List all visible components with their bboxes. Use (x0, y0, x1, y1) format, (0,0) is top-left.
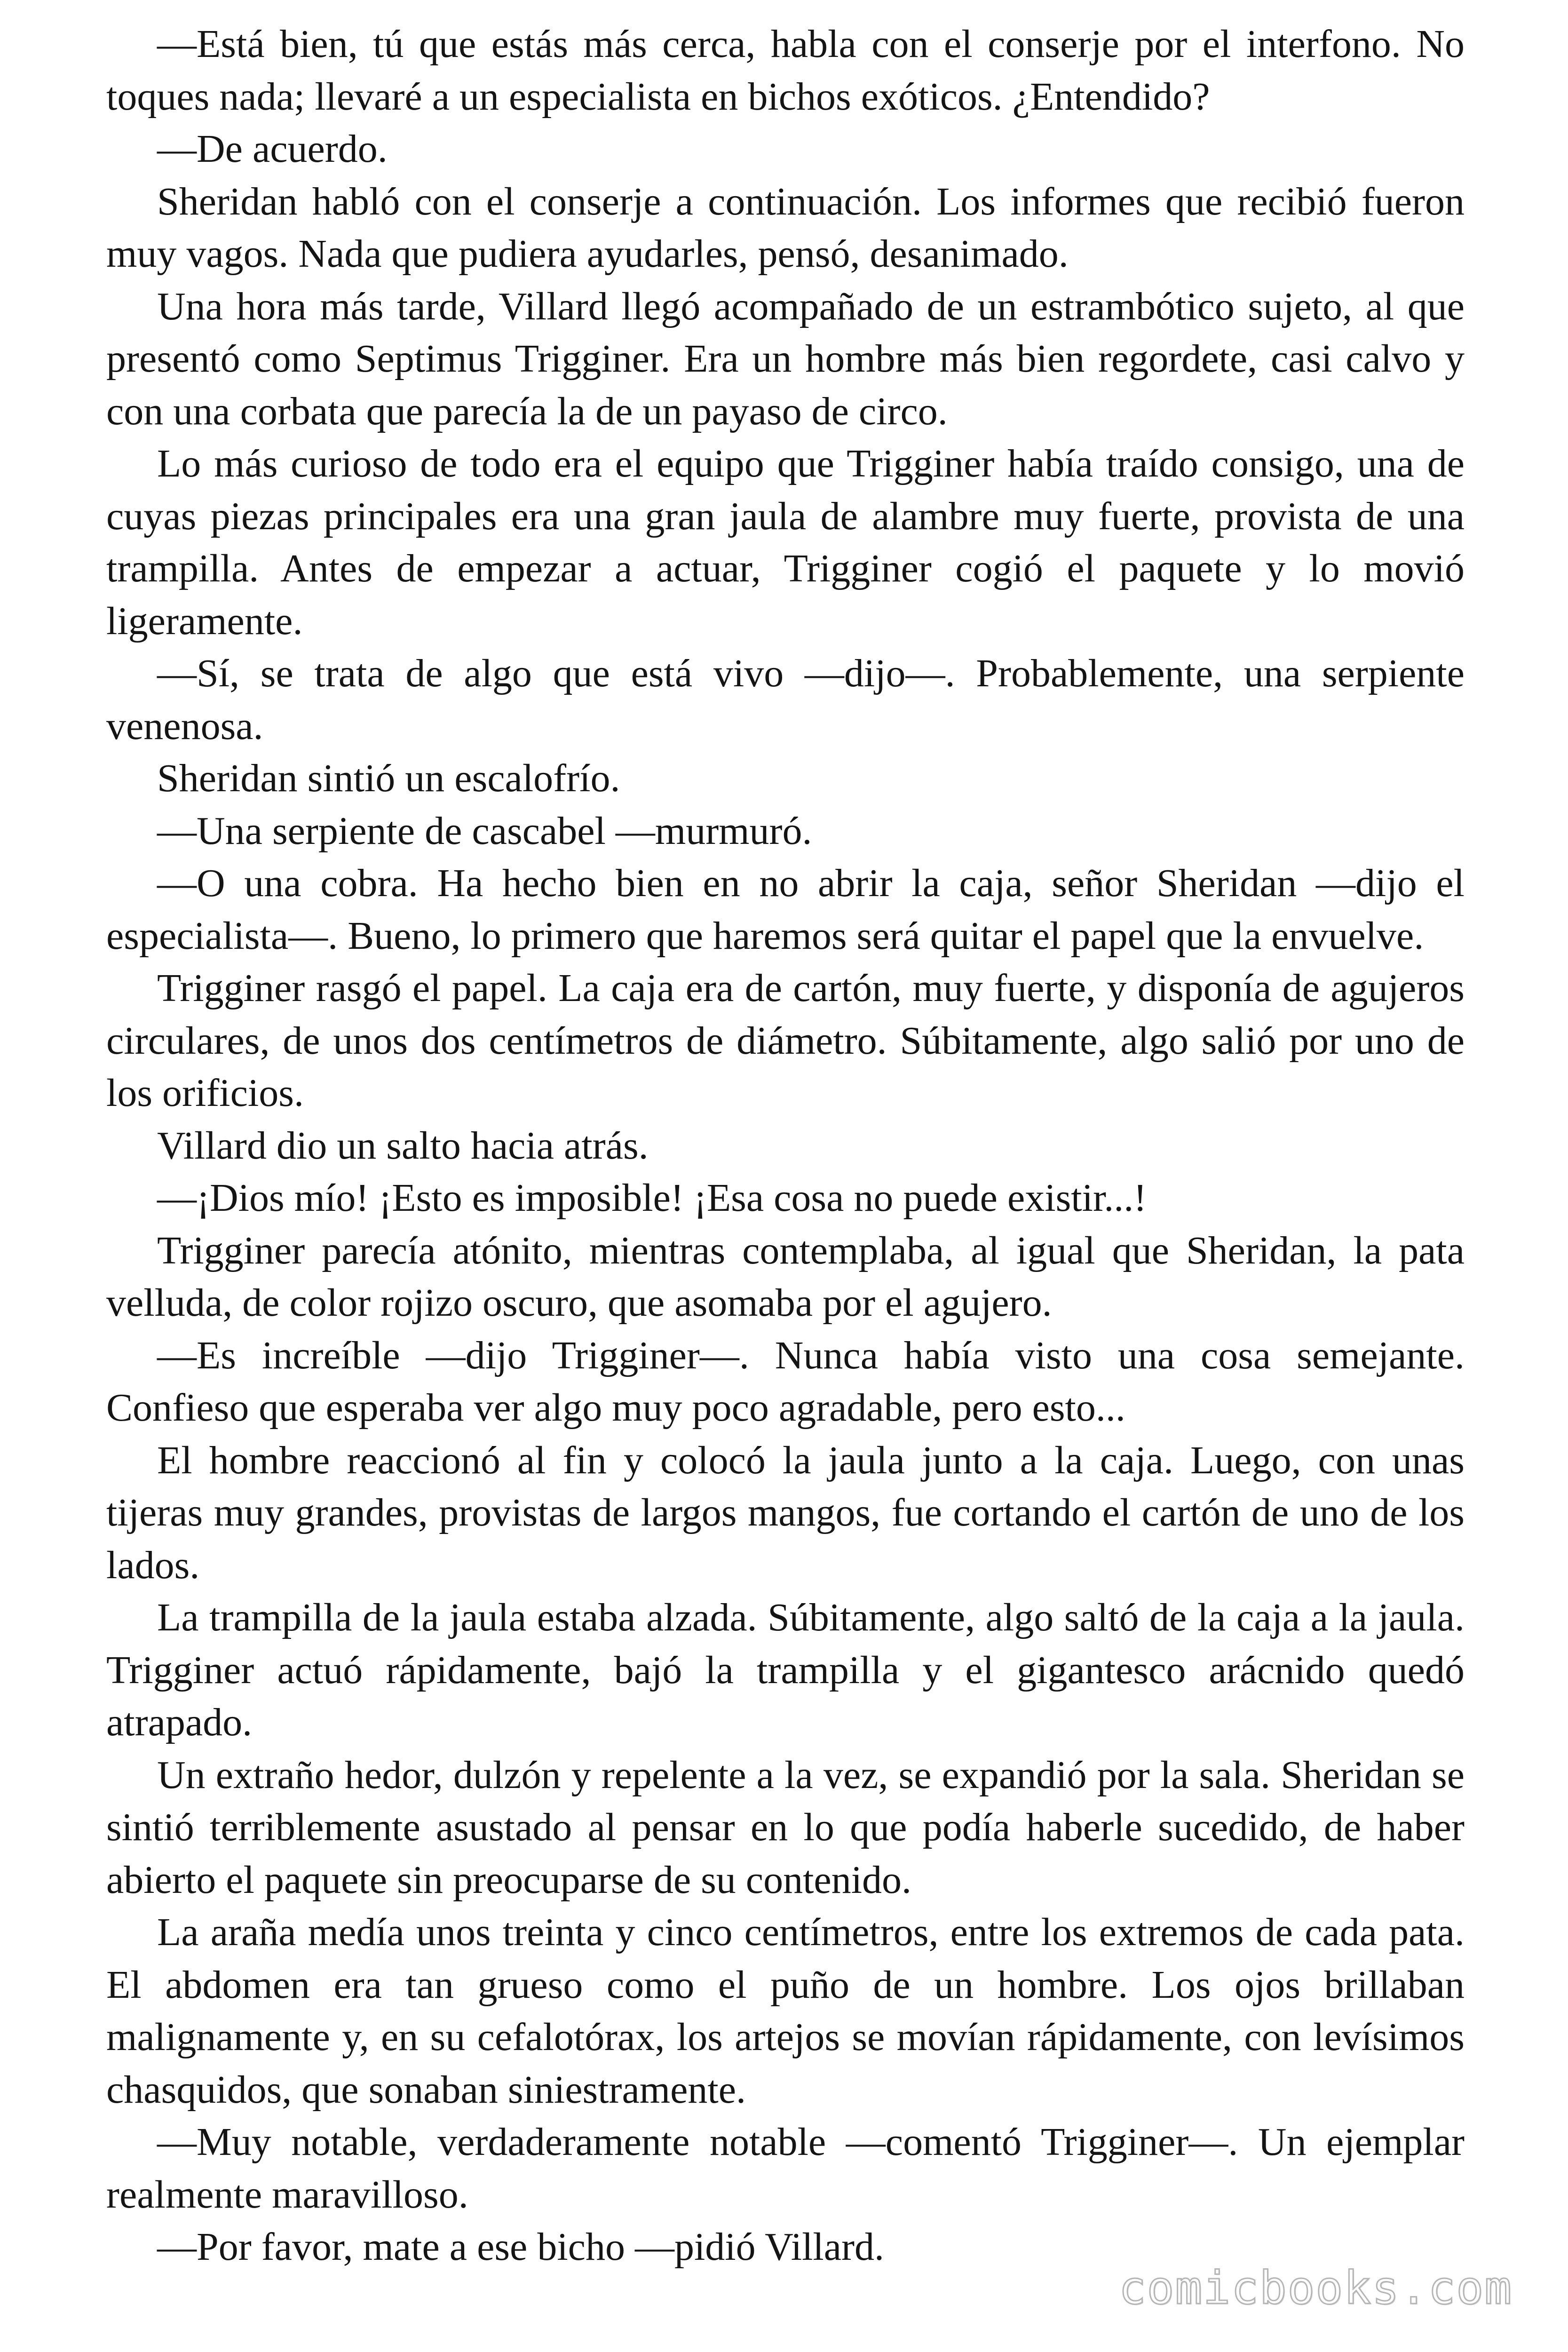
paragraph: La araña medía unos treinta y cinco centímetros, entre los extremos de cada pata. El abdomen era tan grueso como el puño de un hombre. Los ojos brillaban malignamente y, en su cefalotórax, los artejos se movían rápidamente, con levísimos chasquidos, que sonaban siniestramente. (106, 1910, 1465, 2112)
paragraph: —Muy notable, verdaderamente notable —comentó Trigginer—. Un ejemplar realmente maravilloso. (106, 2120, 1465, 2217)
paragraph: Sheridan sintió un escalofrío. (157, 756, 620, 800)
page-body (106, 18, 1465, 2276)
paragraph: —¡Dios mío! ¡Esto es imposible! ¡Esa cosa no puede existir...! (157, 1176, 1147, 1220)
paragraph: Un extraño hedor, dulzón y repelente a la vez, se expandió por la sala. Sheridan se sintió terriblemente asustado al pensar en lo que podía haberle sucedido, de haber abierto el paquete sin preocuparse de su contenido. (106, 1753, 1465, 1902)
paragraph: —O una cobra. Ha hecho bien en no abrir la caja, señor Sheridan —dijo el especialista—. Bueno, lo primero que haremos será quitar el papel que la envuelve. (106, 861, 1465, 958)
paragraph: Villard dio un salto hacia atrás. (157, 1123, 649, 1168)
paragraph: Sheridan habló con el conserje a continuación. Los informes que recibió fueron muy vagos. Nada que pudiera ayudarles, pensó, desanimado. (106, 179, 1465, 276)
paragraph: Una hora más tarde, Villard llegó acompañado de un estrambótico sujeto, al que presentó como Septimus Trigginer. Era un hombre más bien regordete, casi calvo y con una corbata que parecía la de un payaso de circo. (106, 284, 1465, 433)
paragraph: Trigginer parecía atónito, mientras contemplaba, al igual que Sheridan, la pata velluda, de color rojizo oscuro, que asomaba por el agujero. (106, 1228, 1465, 1325)
paragraph: —Está bien, tú que estás más cerca, habla con el conserje por el interfono. No toques nada; llevaré a un especialista en bichos exóticos. ¿Entendido? (106, 22, 1465, 119)
paragraph: —Sí, se trata de algo que está vivo —dijo—. Probablemente, una serpiente venenosa. (106, 652, 1465, 748)
paragraph: —Es increíble —dijo Trigginer—. Nunca había visto una cosa semejante. Confieso que esperaba ver algo muy poco agradable, pero esto... (106, 1333, 1465, 1430)
paragraph: La trampilla de la jaula estaba alzada. Súbitamente, algo saltó de la caja a la jaula. Trigginer actuó rápidamente, bajó la trampilla y el gigantesco arácnido quedó atrapado. (106, 1596, 1465, 1744)
paragraph: —De acuerdo. (157, 127, 388, 171)
paragraph: Lo más curioso de todo era el equipo que Trigginer había traído consigo, una de cuyas piezas principales era una gran jaula de alambre muy fuerte, provista de una trampilla. Antes de empezar a actuar, Trigginer cogió el paquete y lo movió ligeramente. (106, 442, 1465, 643)
watermark: comicbooks.com (1118, 2262, 1513, 2314)
paragraph: —Una serpiente de cascabel —murmuró. (157, 809, 812, 853)
paragraph: —Por favor, mate a ese bicho —pidió Villard. (157, 2225, 885, 2269)
paragraph: Trigginer rasgó el papel. La caja era de cartón, muy fuerte, y disponía de agujeros circulares, de unos dos centímetros de diámetro. Súbitamente, algo salió por uno de los orificios. (106, 966, 1465, 1115)
paragraph: El hombre reaccionó al fin y colocó la jaula junto a la caja. Luego, con unas tijeras muy grandes, provistas de largos mangos, fue cortando el cartón de uno de los lados. (106, 1438, 1465, 1587)
